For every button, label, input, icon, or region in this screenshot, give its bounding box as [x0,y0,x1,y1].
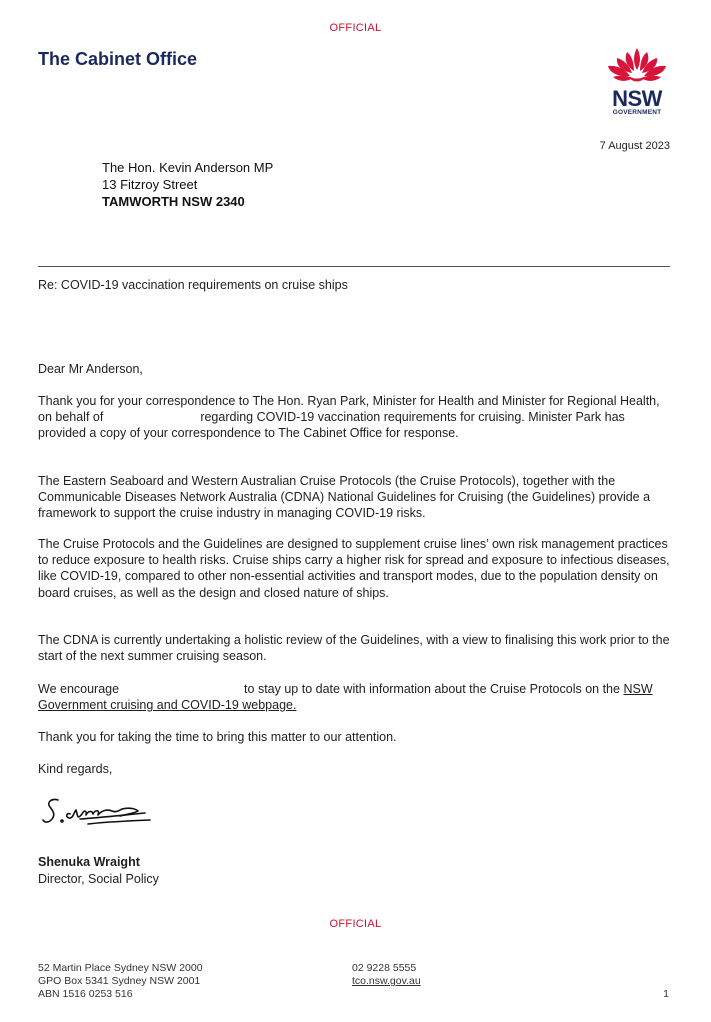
footer-abn: ABN 1516 0253 516 [38,988,133,1000]
letter-date: 7 August 2023 [599,140,670,152]
classification-marking-top: OFFICIAL [329,22,382,34]
paragraph-2: The Eastern Seaboard and Western Australian Cruise Protocols (the Cruise Protocols), together with the Communicable Diseases Network Australia (CDNA) National Guidelines for Cruising (the Guidelines) provide a framework to support the cruise industry in managing COVID-19 risks. [38,474,651,521]
signer-title: Director, Social Policy [38,871,159,886]
closing: Kind regards, [38,762,113,776]
paragraph-5 [38,681,672,713]
handwritten-signature [40,792,160,832]
recipient-address [102,159,273,210]
signer-name: Shenuka Wraight [38,855,140,869]
footer-contact [352,962,421,988]
paragraph-5-end: to stay up to date with information about the Cruise Protocols on the [244,682,620,696]
paragraph-3: The Cruise Protocols and the Guidelines are designed to supplement cruise lines’ own risk management practices to reduce exposure to health risks. Cruise ships carry a higher risk for spread and exposure to infectious diseases, like COVID-19, compared to other non-essential activities and transport modes, due to the population density on board cruises, as well as the design and closed nature of ships. [38,537,670,600]
footer-website-link[interactable]: tco.nsw.gov.au [352,975,421,987]
redacted-name [123,685,241,695]
salutation: Dear Mr Anderson, [38,362,143,376]
classification-marking-bottom: OFFICIAL [329,918,382,930]
recipient-street: 13 Fitzroy Street [102,177,198,192]
footer-address-line-2: GPO Box 5341 Sydney NSW 2001 [38,975,201,987]
logo-wordmark: NSW [612,86,662,111]
cruising-webpage-link[interactable]: NSW Government cruising and COVID-19 webpage. [38,682,653,713]
recipient-city: TAMWORTH NSW 2340 [102,194,245,209]
page-number: 1 [663,988,669,1000]
paragraph-4: The CDNA is currently undertaking a holistic review of the Guidelines, with a view to finalising this work prior to the start of the next summer cruising season. [38,633,670,664]
recipient-name: The Hon. Kevin Anderson MP [102,160,274,175]
logo-subtitle: GOVERNMENT [612,109,662,116]
paragraph-5-start: We encourage [38,682,120,696]
signer-block [38,854,159,887]
office-name: The Cabinet Office [38,49,198,69]
paragraph-1 [38,393,672,442]
paragraph-6: Thank you for taking the time to bring this matter to our attention. [38,730,397,744]
divider [38,266,670,267]
footer-address [38,962,203,1001]
footer-address-line-1: 52 Martin Place Sydney NSW 2000 [38,962,203,974]
paragraph-1-end: regarding COVID-19 vaccination requirements for cruising. Minister Park has provided a copy of your correspondence to The Cabinet Office for response. [38,410,625,441]
redacted-name [107,413,197,423]
subject-line: Re: COVID-19 vaccination requirements on cruise ships [38,278,348,292]
nsw-government-logo [603,46,671,116]
footer-phone: 02 9228 5555 [352,962,417,974]
paragraph-1-start: Thank you for your correspondence to The Hon. Ryan Park, Minister for Health and Minister for Regional Health, on behalf of [38,394,660,425]
waratah-flower-icon [603,46,671,86]
